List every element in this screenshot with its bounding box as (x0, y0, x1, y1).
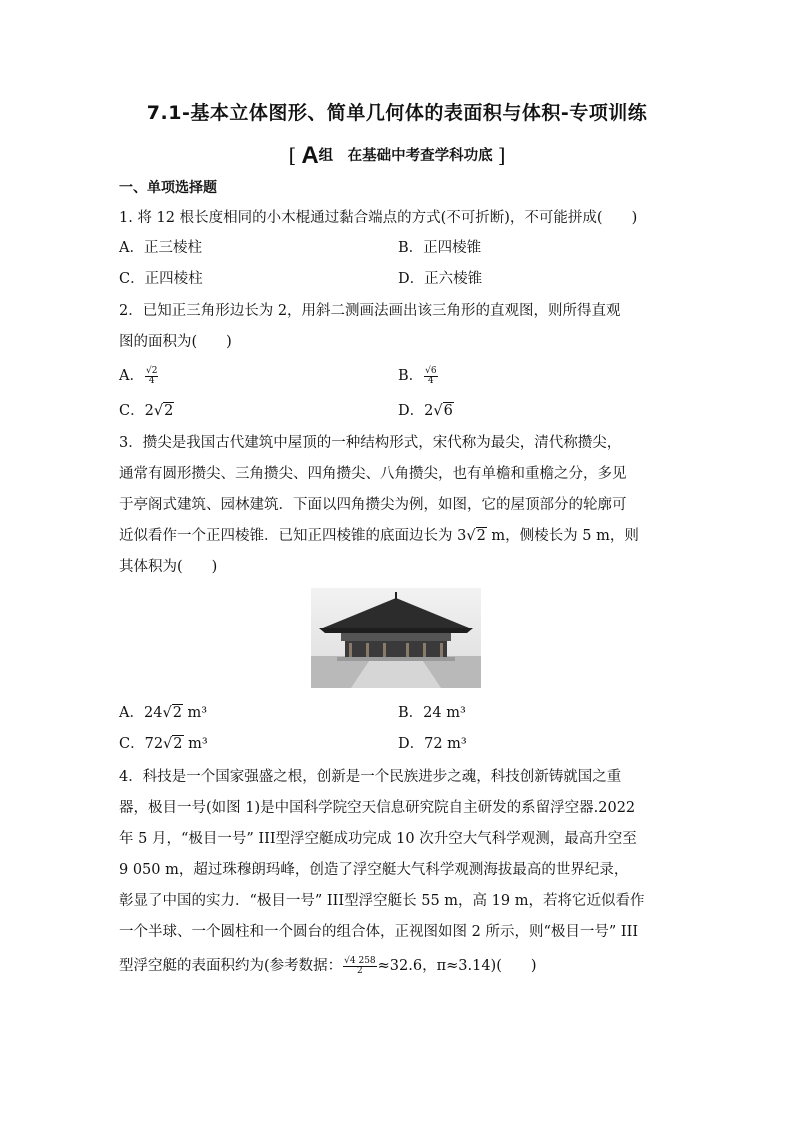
q1-option-d: D．正六棱锥 (398, 271, 483, 287)
pavilion-photo (311, 588, 481, 688)
q3-line-5: 其体积为( ) (119, 559, 218, 575)
group-letter: A (301, 142, 319, 169)
q4-line-7: 型浮空艇的表面积约为(参考数据： $\frac{√4 258}{2}$ ≈32.6，π≈3.14)( ) (119, 955, 537, 976)
q2-option-a: A． $\frac{√2}{4}$ (119, 365, 158, 386)
q2-stem-1: 2．已知正三角形边长为 2，用斜二测画法画出该三角形的直观图，则所得直观 (119, 303, 621, 319)
q2-option-d: D．2√6 (398, 403, 453, 419)
q3-line-4: 近似看作一个正四棱锥．已知正四棱锥的底面边长为 3√2 m，侧棱长为 5 m，则 (119, 528, 639, 544)
q4-line-2: 器，极目一号(如图 1)是中国科学院空天信息研究院自主研发的系留浮空器.2022 (119, 800, 636, 816)
q1-option-a: A．正三棱柱 (119, 240, 202, 256)
q4-line-6: 一个半球、一个圆柱和一个圆台的组合体，正视图如图 2 所示，则“极目一号” III (119, 924, 639, 940)
q3-line-2: 通常有圆形攒尖、三角攒尖、四角攒尖、八角攒尖，也有单檐和重檐之分，多见 (119, 466, 627, 482)
group-heading: [ A组 在基础中考查学科功底 ] (288, 142, 506, 169)
q4-line-5: 彰显了中国的实力．“极目一号” III型浮空艇长 55 m，高 19 m，若将它近似看作 (119, 893, 645, 909)
q4-line-1: 4．科技是一个国家强盛之根，创新是一个民族进步之魂，科技创新铸就国之重 (119, 769, 622, 785)
q1-stem: 1. 将 12 根长度相同的小木棍通过黏合端点的方式(不可折断)，不可能拼成( ) (119, 210, 638, 226)
q3-line-3: 于亭阁式建筑、园林建筑．下面以四角攒尖为例，如图，它的屋顶部分的轮廓可 (119, 497, 627, 513)
q3-option-d: D．72 m³ (398, 736, 467, 752)
q2-option-b: B． $\frac{√6}{4}$ (398, 365, 437, 386)
page-title: 7.1-基本立体图形、简单几何体的表面积与体积-专项训练 (146, 102, 648, 124)
q3-option-a: A．24√2 m³ (119, 705, 208, 721)
q1-option-b: B．正四棱锥 (398, 240, 482, 256)
q2-stem-2: 图的面积为( ) (119, 334, 232, 350)
q4-line-4: 9 050 m，超过珠穆朗玛峰，创造了浮空艇大气科学观测海拔最高的世界纪录， (119, 862, 629, 878)
group-label: 组 在基础中考查学科功底 (318, 148, 493, 164)
q3-option-b: B．24 m³ (398, 705, 466, 721)
q3-option-c: C．72√2 m³ (119, 736, 208, 752)
section-heading: 一、单项选择题 (119, 180, 217, 196)
q2-option-c: C．2√2 (119, 403, 174, 419)
q3-line-1: 3．攒尖是我国古代建筑中屋顶的一种结构形式，宋代称为最尖，清代称攒尖， (119, 435, 622, 451)
q4-line-3: 年 5 月，“极目一号” III型浮空艇成功完成 10 次升空大气科学观测，最高升空至 (119, 831, 637, 847)
q1-option-c: C．正四棱柱 (119, 271, 203, 287)
